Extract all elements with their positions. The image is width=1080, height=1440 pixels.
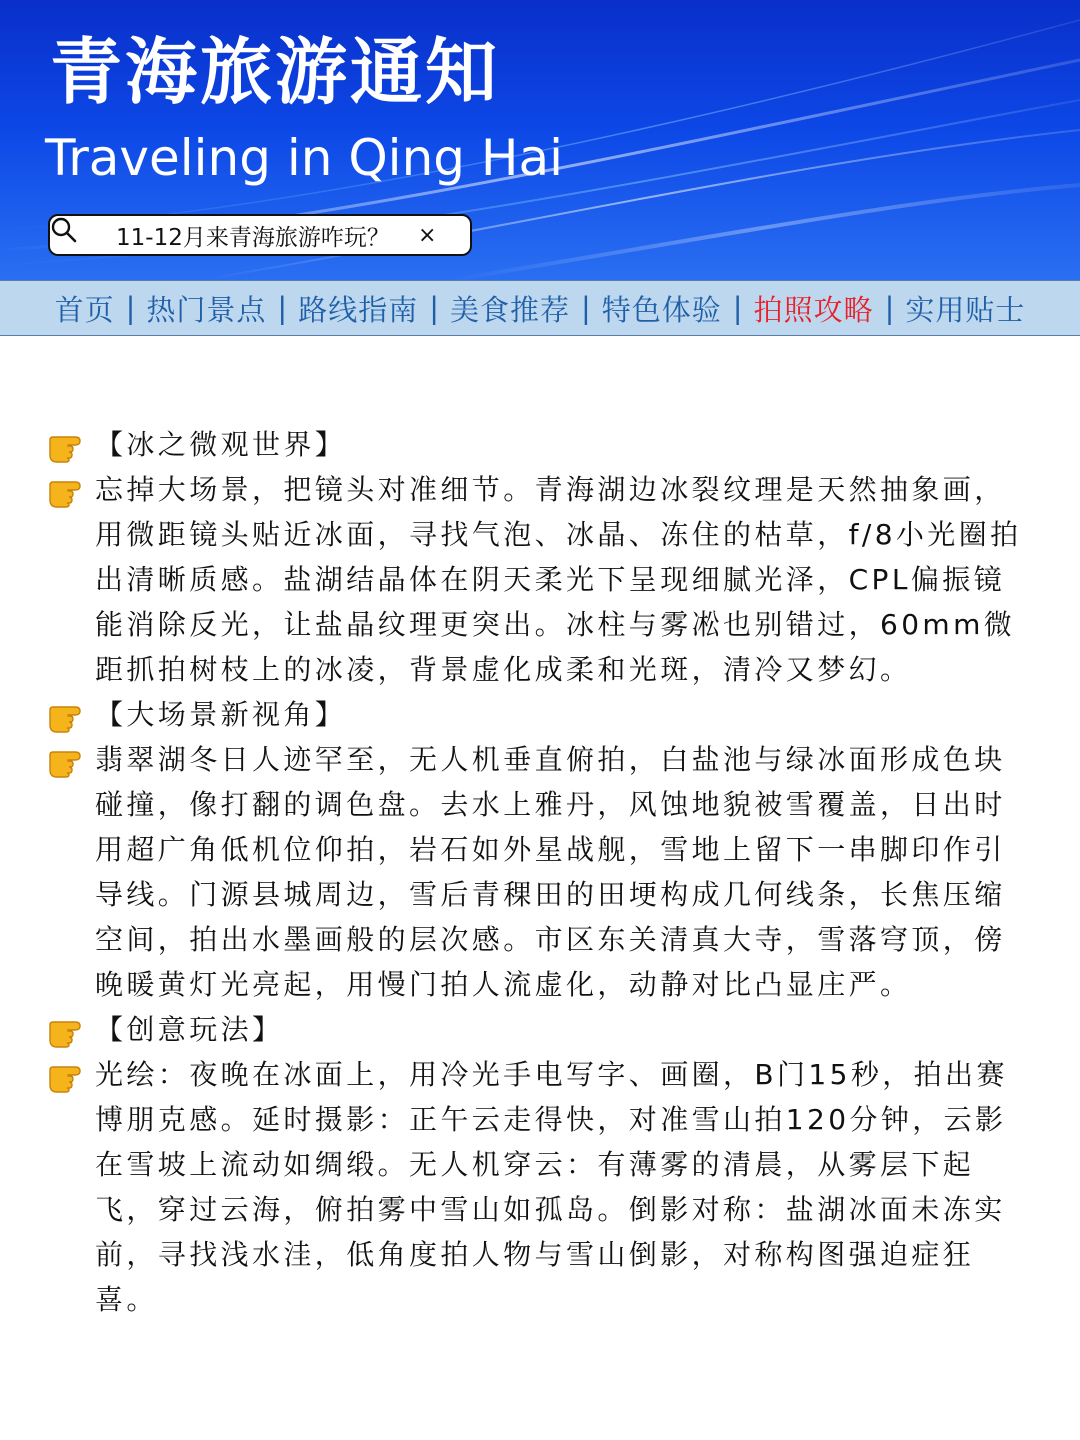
section-heading: 【大场景新视角】 (95, 698, 347, 731)
header-banner (0, 0, 1080, 280)
section-body: 忘掉大场景，把镜头对准细节。青海湖边冰裂纹理是天然抽象画，用微距镜头贴近冰面，寻找气泡、冰晶、冻住的枯草，f/8小光圈拍出清晰质感。盐湖结晶体在阴天柔光下呈现细腻光泽，CPL偏振镜能消除反光，让盐晶纹理更突出。冰柱与雾凇也别错过，60mm微距抓拍树枝上的冰凌，背景虚化成柔和光斑，清冷又梦幻。 (95, 473, 1022, 686)
section-heading: 【冰之微观世界】 (95, 428, 347, 461)
search-input[interactable] (116, 222, 416, 248)
pointing-hand-icon (46, 1010, 86, 1050)
pointing-hand-icon (46, 695, 86, 735)
article-content (46, 422, 1036, 1322)
search-bar[interactable] (48, 214, 472, 256)
nav-separator: | (581, 291, 591, 325)
nav-item-attractions[interactable]: 热门景点 (146, 292, 267, 327)
nav-separator: | (429, 291, 439, 325)
pointing-hand-icon (46, 470, 86, 510)
nav-separator: | (125, 291, 136, 325)
section-body-row (46, 1052, 1036, 1322)
nav-item-experiences[interactable]: 特色体验 (601, 292, 722, 327)
clear-icon[interactable]: × (418, 222, 437, 248)
section-body: 光绘：夜晚在冰面上，用冷光手电写字、画圈，B门15秒，拍出赛博朋克感。延时摄影：正午云走得快，对准雪山拍120分钟，云影在雪坡上流动如绸缎。无人机穿云：有薄雾的清晨，从雾层下起飞，穿过云海，俯拍雾中雪山如孤岛。倒影对称：盐湖冰面未冻实前，寻找浅水洼，低角度拍人物与雪山倒影，对称构图强迫症狂喜。 (95, 1058, 1008, 1316)
section-body: 翡翠湖冬日人迹罕至，无人机垂直俯拍，白盐池与绿冰面形成色块碰撞，像打翻的调色盘。去水上雅丹，风蚀地貌被雪覆盖，日出时用超广角低机位仰拍，岩石如外星战舰，雪地上留下一串脚印作引导线。门源县城周边，雪后青稞田的田埂构成几何线条，长焦压缩空间，拍出水墨画般的层次感。市区东关清真大寺，雪落穹顶，傍晚暖黄灯光亮起，用慢门拍人流虚化，动静对比凸显庄严。 (95, 743, 1006, 1001)
search-icon[interactable] (70, 220, 100, 250)
pointing-hand-icon (46, 1055, 86, 1095)
nav-separator: | (277, 291, 288, 325)
section-heading: 【创意玩法】 (95, 1013, 284, 1046)
pointing-hand-icon (46, 425, 86, 465)
section-body-row (46, 467, 1036, 692)
nav-item-photo-guide[interactable]: 拍照攻略 (753, 292, 874, 327)
section-heading-row (46, 1007, 1036, 1052)
section-heading-row (46, 692, 1036, 737)
section-body-row (46, 737, 1036, 1007)
nav-bar (0, 280, 1080, 336)
nav-separator: | (732, 291, 743, 325)
section-heading-row (46, 422, 1036, 467)
nav-item-food[interactable]: 美食推荐 (449, 292, 570, 327)
nav-separator: | (884, 291, 895, 325)
nav-item-tips[interactable]: 实用贴士 (905, 292, 1026, 327)
nav-item-routes[interactable]: 路线指南 (298, 292, 419, 327)
page-subtitle: Traveling in Qing Hai (45, 129, 564, 187)
nav-item-home[interactable]: 首页 (54, 292, 115, 327)
page-title: 青海旅游通知 (50, 30, 501, 114)
pointing-hand-icon (46, 740, 86, 780)
